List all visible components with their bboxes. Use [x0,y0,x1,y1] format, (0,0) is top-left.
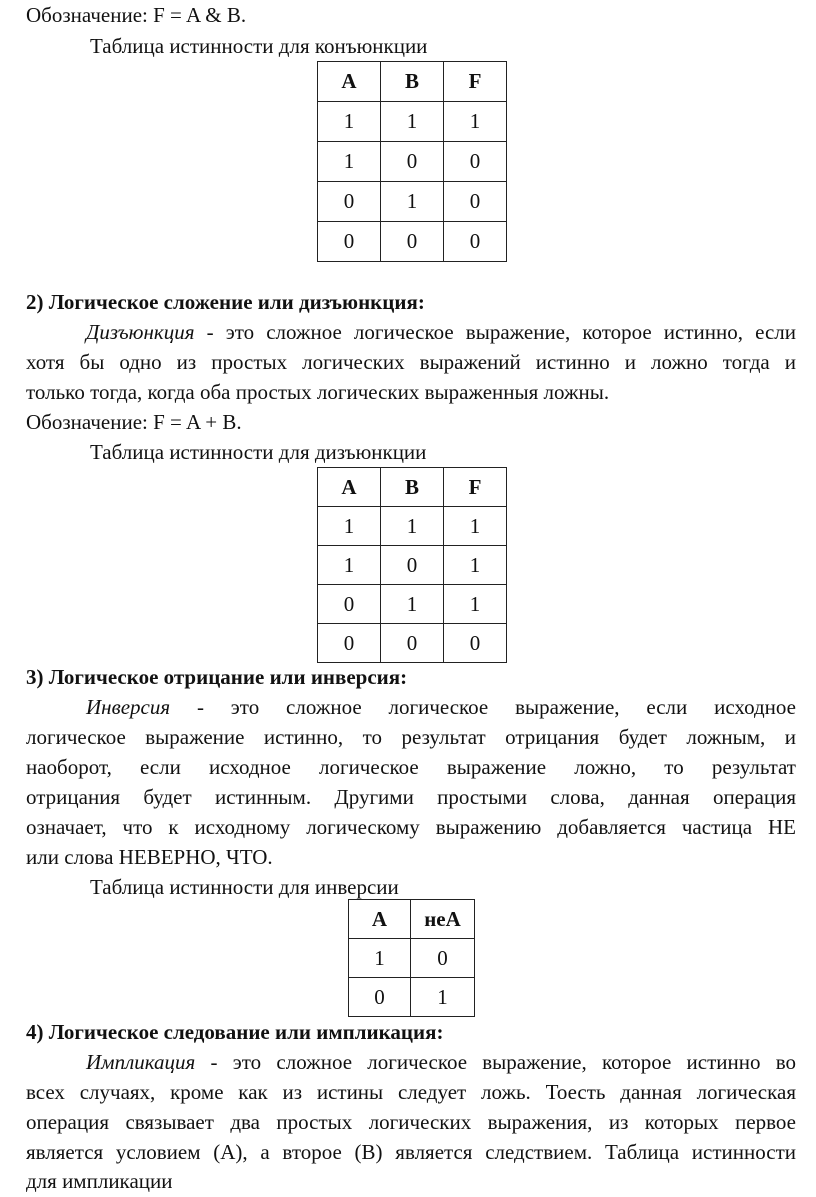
table-cell: 0 [381,222,444,262]
table-row [318,546,507,585]
table-header-row [349,900,475,939]
table-row [318,624,507,663]
table-cell: 0 [444,142,507,182]
header-cell-a: A [349,900,411,939]
table-cell: 0 [318,222,381,262]
table-cell: 1 [349,939,411,978]
table-cell: 1 [444,507,507,546]
table-cell: 1 [381,507,444,546]
conjunction-table-caption: Таблица истинности для конъюнкции [90,34,428,58]
table-cell: 0 [318,624,381,663]
inversion-definition-line: отрицания будет истинным. Другими простыми слова, данная операция [26,785,796,809]
inversion-definition-line: Инверсия - это сложное логическое выражение, если исходное [86,695,796,719]
inversion-definition-line: логическое выражение истинно, то результат отрицания будет ложным, и [26,725,796,749]
header-cell-b: B [381,468,444,507]
inversion-truth-table [348,899,475,1017]
disjunction-definition-line: хотя бы одно из простых логических выражений истинно и ложно тогда и [26,350,796,374]
table-cell: 1 [381,102,444,142]
table-cell: 0 [381,142,444,182]
disjunction-definition-line: Дизъюнкция - это сложное логическое выражение, которое истинно, если [86,320,796,344]
inversion-definition-line: или слова НЕВЕРНО, ЧТО. [26,845,273,869]
table-cell: 0 [444,624,507,663]
table-row [318,507,507,546]
implication-heading: 4) Логическое следование или импликация: [26,1020,444,1044]
table-cell: 1 [381,585,444,624]
implication-definition-line: является условием (A), а второе (B) является следствием. Таблица истинности [26,1140,796,1164]
header-cell-a: A [318,468,381,507]
table-cell: 1 [318,546,381,585]
table-row [318,585,507,624]
table-cell: 1 [381,182,444,222]
table-cell: 1 [318,102,381,142]
implication-definition-line: всех случаях, кроме как из истины следует ложь. Тоесть данная логическая [26,1080,796,1104]
implication-definition-line: для импликации [26,1169,173,1193]
table-cell: 0 [318,182,381,222]
table-cell: 1 [444,546,507,585]
table-cell: 0 [381,624,444,663]
table-row [318,142,507,182]
inversion-definition-line: наоборот, если исходное логическое выражение ложно, то результат [26,755,796,779]
conjunction-truth-table [317,61,507,262]
table-row [349,939,475,978]
table-cell: 1 [444,585,507,624]
inversion-definition-line: означает, что к исходному логическому выражению добавляется частица НЕ [26,815,796,839]
disjunction-term: Дизъюнкция [86,320,195,344]
table-cell: 0 [381,546,444,585]
inversion-term: Инверсия [86,695,171,719]
disjunction-notation: Обозначение: F = A + B. [26,410,242,434]
table-cell: 1 [318,507,381,546]
table-cell: 0 [444,182,507,222]
disjunction-heading: 2) Логическое сложение или дизъюнкция: [26,290,425,314]
table-row [349,978,475,1017]
header-cell-not-a: неA [411,900,475,939]
table-cell: 0 [349,978,411,1017]
header-cell-f: F [444,62,507,102]
inversion-heading: 3) Логическое отрицание или инверсия: [26,665,408,689]
table-row [318,182,507,222]
table-cell: 1 [318,142,381,182]
implication-definition-line: Импликация - это сложное логическое выражение, которое истинно во [86,1050,796,1074]
header-cell-f: F [444,468,507,507]
conjunction-notation: Обозначение: F = A & B. [26,3,247,27]
table-row [318,222,507,262]
header-cell-b: B [381,62,444,102]
table-cell: 0 [444,222,507,262]
header-cell-a: A [318,62,381,102]
implication-term: Импликация [86,1050,196,1074]
table-header-row [318,468,507,507]
table-header-row [318,62,507,102]
implication-definition-line: операция связывает два простых логических выражения, из которых первое [26,1110,796,1134]
inversion-table-caption: Таблица истинности для инверсии [90,875,399,899]
disjunction-truth-table [317,467,507,663]
table-cell: 1 [411,978,475,1017]
table-row [318,102,507,142]
table-cell: 0 [318,585,381,624]
disjunction-definition-line: только тогда, когда оба простых логических выраженныя ложны. [26,380,610,404]
table-cell: 1 [444,102,507,142]
table-cell: 0 [411,939,475,978]
disjunction-table-caption: Таблица истинности для дизъюнкции [90,440,427,464]
